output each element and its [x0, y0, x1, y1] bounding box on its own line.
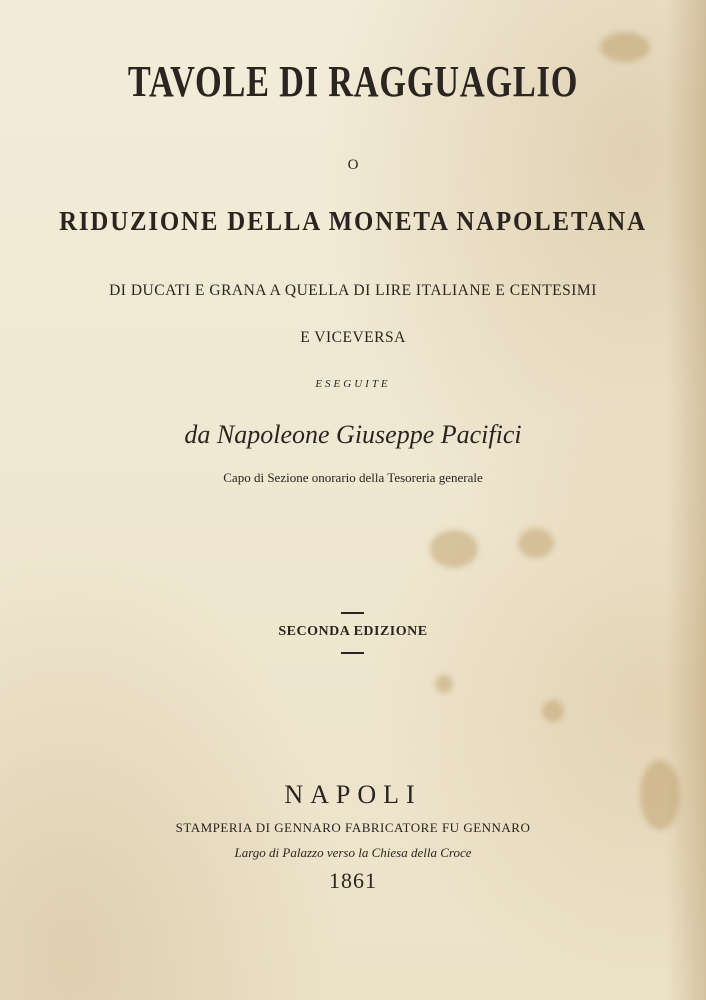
foxing-spot — [430, 530, 478, 568]
author-role: Capo di Sezione onorario della Tesoreria generale — [223, 470, 483, 485]
title-conjunction: O — [347, 157, 359, 173]
imprint-city: NAPOLI — [284, 780, 422, 809]
imprint-printer: STAMPERIA DI GENNARO FABRICATORE FU GENNARO — [175, 820, 531, 835]
book-subtitle: RIDUZIONE DELLA MONETA NAPOLETANA — [59, 206, 647, 236]
description-line-1: DI DUCATI E GRANA A QUELLA DI LIRE ITALIANE E CENTESIMI — [109, 282, 597, 299]
description-line-2: E VICEVERSA — [300, 329, 406, 346]
imprint-year: 1861 — [329, 868, 377, 893]
foxing-spot — [435, 675, 453, 693]
imprint-address: Largo di Palazzo verso la Chiesa della Croce — [234, 845, 472, 860]
foxing-spot — [542, 700, 564, 722]
book-title: TAVOLE DI RAGGUAGLIO — [127, 57, 579, 106]
edition-label: SECONDA EDIZIONE — [278, 624, 428, 639]
edition-rule-top — [341, 612, 364, 614]
foxing-spot — [518, 528, 554, 558]
edition-rule-bottom — [341, 652, 364, 654]
executed-label: ESEGUITE — [315, 378, 391, 390]
author-name: da Napoleone Giuseppe Pacifici — [184, 420, 522, 449]
